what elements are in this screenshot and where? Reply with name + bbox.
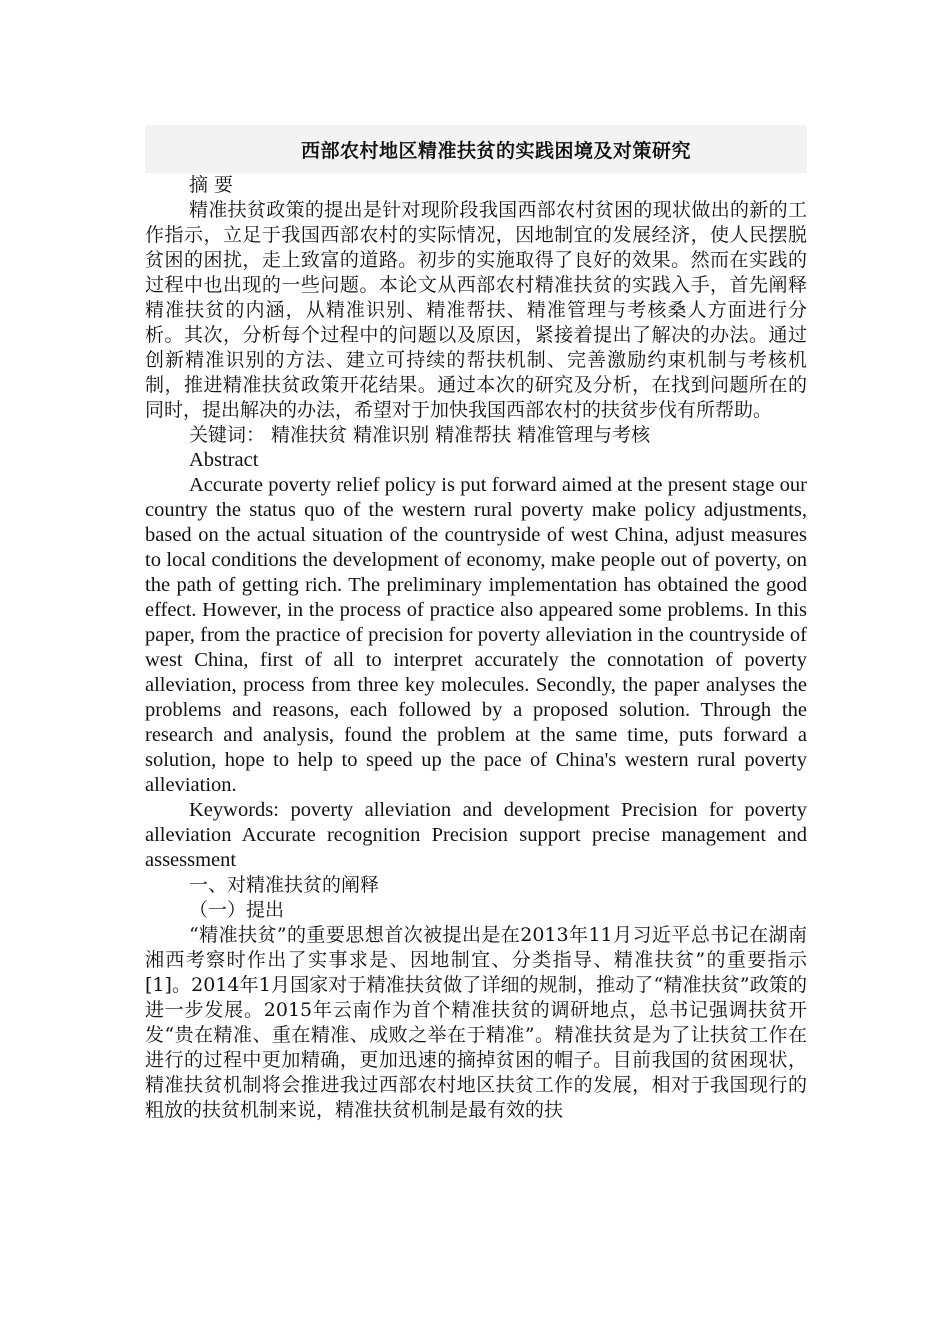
abstract-cn-paragraph: 精准扶贫政策的提出是针对现阶段我国西部农村贫困的现状做出的新的工作指示，立足于我国西部农村的实际情况，因地制宜的发展经济，使人民摆脱贫困的困扰，走上致富的道路。初步的实施取得了良好的效果。然而在实践的过程中也出现的一些问题。本论文从西部农村精准扶贫的实践入手，首先阐释精准扶贫的内涵，从精准识别、精准帮扶、精准管理与考核桑人方面进行分析。其次，分析每个过程中的问题以及原因，紧接着提出了解决的办法。通过创新精准识别的方法、建立可持续的帮扶机制、完善激励约束机制与考核机制，推进精准扶贫政策开花结果。通过本次的研究及分析，在找到问题所在的同时，提出解决的办法，希望对于加快我国西部农村的扶贫步伐有所帮助。 (145, 199, 807, 421)
body-paragraph: “精准扶贫”的重要思想首次被提出是在2013年11月习近平总书记在湖南湘西考察时作出了实事求是、因地制宜、分类指导、精准扶贫”的重要指示[1]。2014年1月国家对于精准扶贫做了详细的规制，推动了“精准扶贫”政策的进一步发展。2015年云南作为首个精准扶贫的调研地点，总书记强调扶贫开发“贵在精准、重在精准、成败之举在于精准”。精准扶贫是为了让扶贫工作在进行的过程中更加精确，更加迅速的摘掉贫困的帽子。目前我国的贫困现状，精准扶贫机制将会推进我过西部农村地区扶贫工作的发展，相对于我国现行的粗放的扶贫机制来说，精准扶贫机制是最有效的扶 (145, 924, 807, 1121)
abstract-heading: 摘 要 (189, 174, 234, 196)
subsection-heading: （一）提出 (189, 899, 285, 921)
keywords-en: Keywords: poverty alleviation and development Precision for poverty alleviation Accurate recognition Precision support precise management and assessment (145, 799, 807, 871)
document-page (145, 125, 807, 1123)
document-title: 西部农村地区精准扶贫的实践困境及对策研究 (300, 139, 691, 162)
abstract-en-heading: Abstract (189, 449, 259, 471)
section-heading: 一、对精准扶贫的阐释 (189, 874, 380, 896)
title-bar (145, 125, 807, 173)
abstract-en-paragraph: Accurate poverty relief policy is put forward aimed at the present stage our country the status quo of the western rural poverty make policy adjustments, based on the actual situation of the countryside of west China, adjust measures to local conditions the development of economy, make people out of poverty, on the path of getting rich. The preliminary implementation has obtained the good effect. However, in the process of practice also appeared some problems. In this paper, from the practice of precision for poverty alleviation in the countryside of west China, first of all to interpret accurately the connotation of poverty alleviation, process from three key molecules. Secondly, the paper analyses the problems and reasons, each followed by a proposed solution. Through the research and analysis, found the problem at the same time, puts forward a solution, hope to help to speed up the pace of China's western rural poverty alleviation. (145, 474, 807, 796)
keywords-cn: 关键词： 精准扶贫 精准识别 精准帮扶 精准管理与考核 (189, 424, 651, 446)
